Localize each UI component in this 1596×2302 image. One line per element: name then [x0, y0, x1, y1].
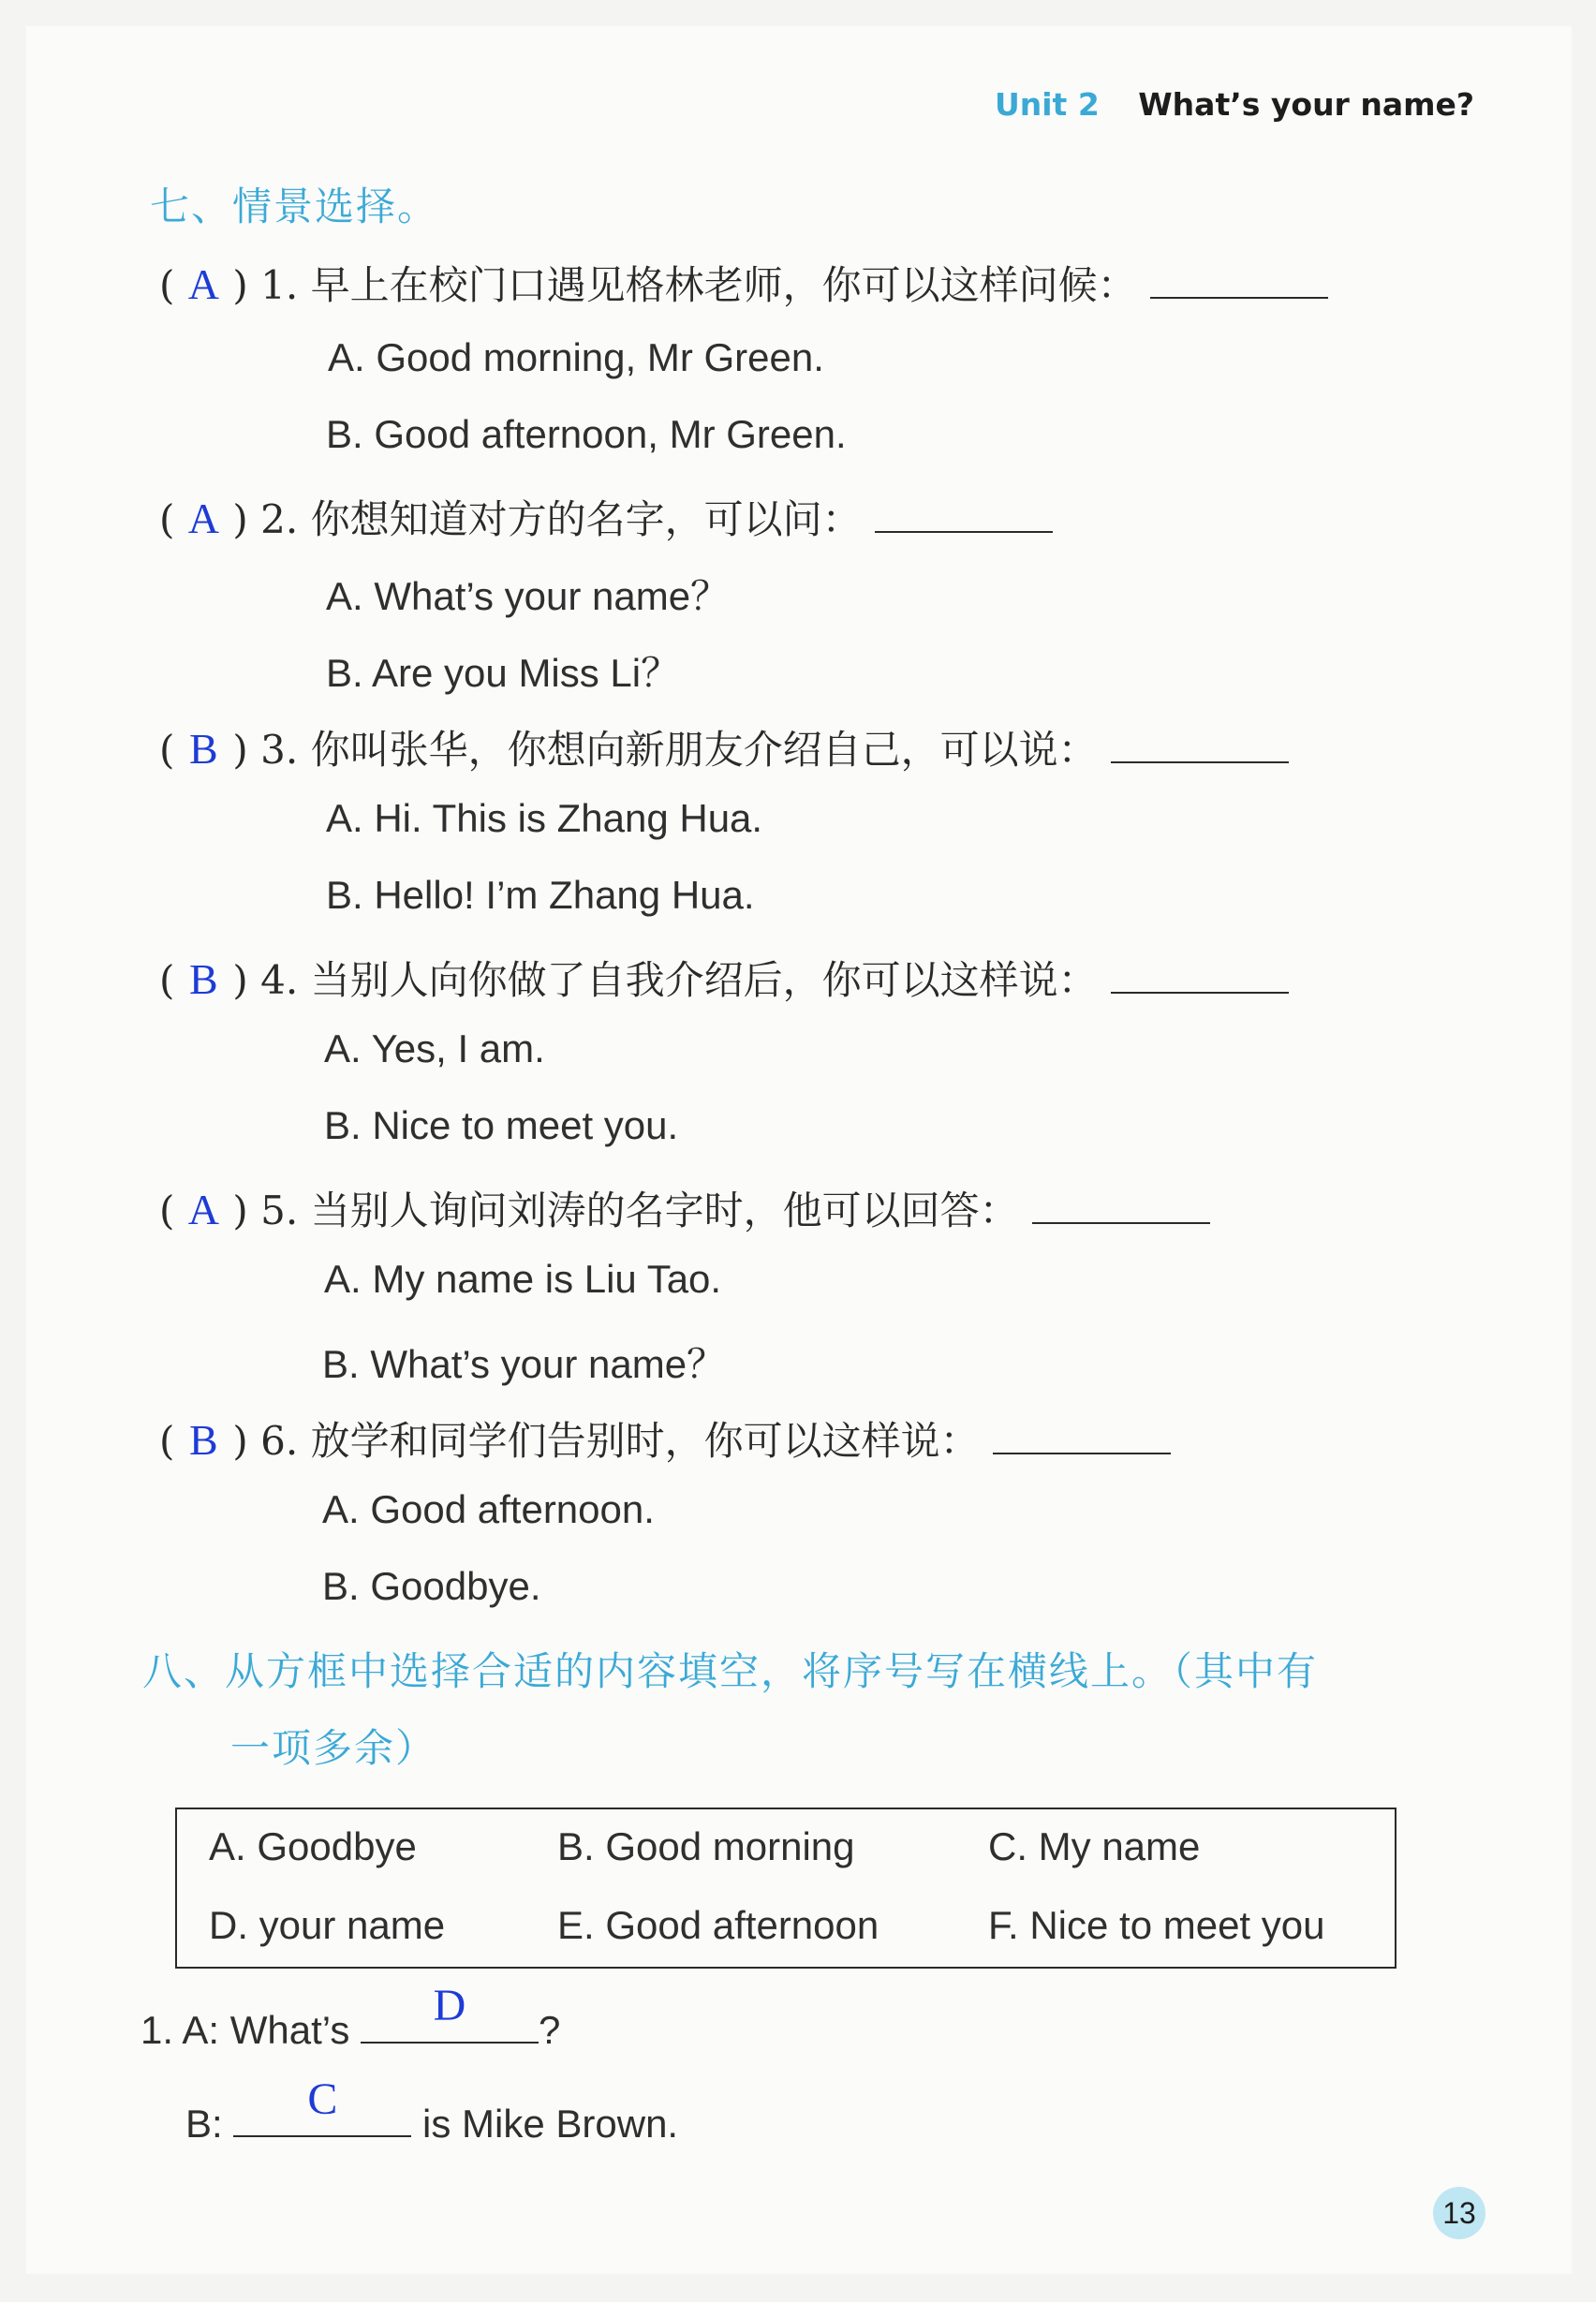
section-8-title-line1: 八、从方框中选择合适的内容填空，将序号写在横线上。（其中有 — [142, 1648, 1319, 1694]
dialogue-1b-suffix: is Mike Brown. — [422, 2102, 679, 2146]
q2-option-a: A. What’s your name？ — [326, 574, 731, 618]
choice-a: A. Goodbye — [209, 1824, 417, 1868]
q4-option-b: B. Nice to meet you. — [324, 1103, 679, 1147]
question-6-text: 6. 放学和同学们告别时，你可以这样说： — [260, 1418, 980, 1464]
q5-option-b: B. What’s your name？ — [322, 1342, 727, 1386]
unit-title: What’s your name? — [1138, 86, 1474, 123]
question-2: ( A ) 2. 你想知道对方的名字，可以问： — [159, 489, 1053, 545]
q5-option-a: A. My name is Liu Tao. — [324, 1257, 722, 1301]
dialogue-1a — [140, 1981, 561, 2053]
dialogue-1a-suffix: ? — [539, 2008, 561, 2052]
blank-6 — [993, 1424, 1171, 1454]
answer-2: A — [187, 494, 219, 542]
answer-3: B — [189, 725, 218, 773]
fill-blank-1b — [233, 2074, 411, 2137]
q2-option-b: B. Are you Miss Li？ — [326, 651, 681, 695]
blank-1 — [1150, 269, 1328, 299]
question-2-text: 2. 你想知道对方的名字，可以问： — [260, 496, 862, 542]
q4-option-a: A. Yes, I am. — [324, 1026, 545, 1070]
unit-label: Unit 2 — [994, 86, 1100, 123]
fill-blank-1a — [361, 1981, 539, 2044]
question-3-text: 3. 你叫张华，你想向新朋友介绍自己，可以说： — [260, 727, 1098, 773]
q1-option-b: B. Good afternoon, Mr Green. — [326, 412, 847, 456]
question-5: ( A ) 5. 当别人询问刘涛的名字时，他可以回答： — [159, 1180, 1210, 1236]
blank-3 — [1111, 733, 1289, 763]
question-1: ( A ) 1. 早上在校门口遇见格林老师，你可以这样问候： — [159, 255, 1328, 311]
dialogue-1a-prefix: A: What’s — [182, 2008, 350, 2052]
question-3: ( B ) 3. 你叫张华，你想向新朋友介绍自己，可以说： — [159, 719, 1289, 775]
fill-answer-1a: D — [433, 1981, 466, 2030]
page-header — [995, 86, 1474, 123]
dialogue-number: 1. — [140, 2008, 174, 2052]
q3-option-a: A. Hi. This is Zhang Hua. — [326, 796, 763, 840]
fill-answer-1b: C — [307, 2074, 338, 2124]
choice-e: E. Good afternoon — [557, 1903, 879, 1947]
answer-4: B — [189, 955, 218, 1003]
q3-option-b: B. Hello! I’m Zhang Hua. — [326, 873, 755, 917]
section-8-title-line2: 一项多余） — [230, 1725, 437, 1771]
choice-f: F. Nice to meet you — [988, 1903, 1325, 1947]
dialogue-1b — [185, 2074, 679, 2147]
answer-5: A — [187, 1186, 219, 1233]
choice-d: D. your name — [209, 1903, 446, 1947]
section-7-title: 七、情景选择。 — [150, 184, 439, 229]
question-1-text: 1. 早上在校门口遇见格林老师，你可以这样问候： — [260, 262, 1137, 308]
dialogue-1b-prefix: B: — [185, 2102, 223, 2146]
blank-5 — [1032, 1194, 1210, 1224]
answer-6: B — [189, 1416, 218, 1464]
answer-1: A — [187, 260, 219, 308]
choice-box — [175, 1808, 1396, 1969]
question-4: ( B ) 4. 当别人向你做了自我介绍后，你可以这样说： — [159, 950, 1289, 1006]
blank-4 — [1111, 964, 1289, 994]
question-5-text: 5. 当别人询问刘涛的名字时，他可以回答： — [260, 1188, 1019, 1233]
question-6: ( B ) 6. 放学和同学们告别时，你可以这样说： — [159, 1410, 1171, 1467]
blank-2 — [875, 503, 1053, 533]
q1-option-a: A. Good morning, Mr Green. — [328, 335, 824, 379]
question-4-text: 4. 当别人向你做了自我介绍后，你可以这样说： — [260, 957, 1098, 1003]
q6-option-a: A. Good afternoon. — [322, 1487, 655, 1531]
choice-c: C. My name — [988, 1824, 1201, 1868]
q6-option-b: B. Goodbye. — [322, 1564, 541, 1608]
page-number: 13 — [1433, 2187, 1485, 2239]
choice-b: B. Good morning — [557, 1824, 855, 1868]
